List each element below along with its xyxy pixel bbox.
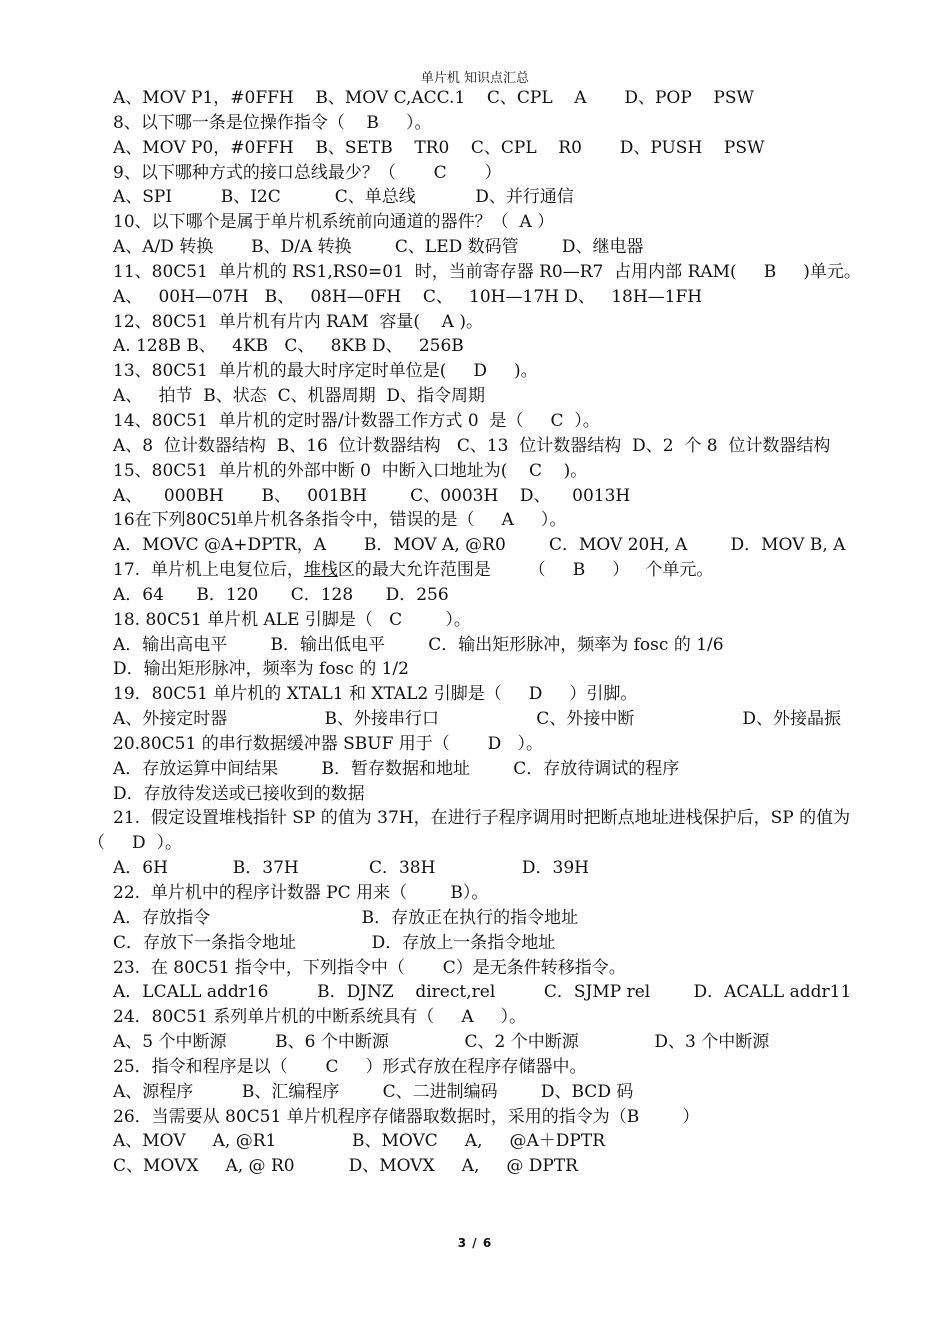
text-line: A、MOV P0，#0FFH B、SETB TR0 C、CPL R0 D、PUSH PSW — [113, 137, 765, 158]
text-line: D．存放待发送或已接收到的数据 — [113, 783, 365, 804]
text-line: A．LCALL addr16 B．DJNZ direct,rel C．SJMP rel D．ACALL addr11 — [113, 982, 852, 1003]
text-line: 26．当需要从 80C51 单片机程序存储器取数据时，采用的指令为（B ） — [113, 1106, 700, 1127]
text-line: 16在下列80C5l单片机各条指令中，错误的是（ A ）。 — [113, 510, 567, 531]
text-line: C、MOVX A, @ R0 D、MOVX A, @ DPTR — [113, 1156, 578, 1177]
text-line: A．存放运算中间结果 B．暂存数据和地址 C．存放待调试的程序 — [113, 758, 680, 779]
underlined-text: 堆栈 — [303, 560, 338, 581]
text-line: 21. 假定设置堆栈指针 SP 的值为 37H，在进行子程序调用时把断点地址进栈保护后，SP 的值为 — [113, 808, 851, 829]
text-line: A、 00H—07H B、 08H—0FH C、 10H—17H D、 18H—1FH — [113, 286, 703, 307]
text-line: 18. 80C51 单片机 ALE 引脚是（ C ）。 — [113, 609, 471, 630]
text-line: A、MOV P1，#0FFH B、MOV C,ACC.1 C、CPL A D、POP PSW — [113, 88, 754, 108]
text-line: A．存放指令 B．存放正在执行的指令地址 — [113, 907, 579, 928]
text-line: A．64 B．120 C．128 D．256 — [113, 584, 449, 605]
text-line: 10、以下哪个是属于单片机系统前向通道的器件？（ A ） — [113, 212, 555, 233]
text-line: A．MOVC @A+DPTR，A B．MOV A, @R0 C．MOV 20H, A D．MOV B, A — [113, 535, 846, 556]
text-line: 24．80C51 系列单片机的中断系统具有（ A ）。 — [113, 1007, 527, 1028]
text-line: A、8 位计数器结构 B、16 位计数器结构 C、13 位计数器结构 D、2 个 8 位计数器结构 — [113, 435, 831, 456]
text-line: A、A/D 转换 B、D/A 转换 C、LED 数码管 D、继电器 — [113, 237, 644, 258]
text-line: 15、80C51 单片机的外部中断 0 中断入口地址为( C )。 — [113, 460, 588, 481]
text-line: A. 128B B、 4KB C、 8KB D、 256B — [113, 336, 464, 357]
text-line: 22. 单片机中的程序计数器 PC 用来（ B）。 — [113, 883, 489, 903]
text-line: A、MOV A, @R1 B、MOVC A, @A＋DPTR — [113, 1131, 605, 1152]
text-segment: 区的最大允许范围是 （ B ） 个单元。 — [337, 560, 714, 581]
text-line: A．输出高电平 B．输出低电平 C．输出矩形脉冲，频率为 fosc 的 1/6 — [113, 634, 724, 655]
text-line: A、 000BH B、 001BH C、0003H D、 0013H — [113, 485, 631, 506]
text-line: 12、80C51 单片机有片内 RAM 容量( A )。 — [113, 311, 483, 332]
text-line — [88, 558, 918, 583]
text-line: A．6H B．37H C．38H D．39H — [113, 858, 589, 879]
text-line: 13、80C51 单片机的最大时序定时单位是( D )。 — [113, 361, 538, 382]
text-line: 23. 在 80C51 指令中，下列指令中（ C）是无条件转移指令。 — [113, 957, 626, 978]
text-line: 8、以下哪一条是位操作指令（ B ）。 — [113, 112, 432, 133]
page-header-title: 单片机 知识点汇总 — [420, 71, 530, 86]
text-line: 19．80C51 单片机的 XTAL1 和 XTAL2 引脚是（ D ）引脚。 — [113, 684, 638, 705]
text-line: 20.80C51 的串行数据缓冲器 SBUF 用于（ D ）。 — [113, 733, 543, 754]
text-line: A、SPI B、I2C C、单总线 D、并行通信 — [113, 187, 574, 208]
text-line: 25．指令和程序是以（ C ）形式存放在程序存储器中。 — [113, 1056, 587, 1077]
text-line: 11、80C51 单片机的 RS1,RS0=01 时，当前寄存器 R0—R7 占用内部 RAM( B )单元。 — [113, 261, 861, 282]
text-segment: 17. 单片机上电复位后， — [113, 560, 304, 581]
page-number: 3 / 6 — [457, 1236, 493, 1250]
text-line: A、源程序 B、汇编程序 C、二进制编码 D、BCD 码 — [113, 1081, 634, 1102]
text-line: 9、以下哪种方式的接口总线最少？（ C ） — [113, 162, 502, 183]
text-line: A、外接定时器 B、外接串行口 C、外接中断 D、外接晶振 — [113, 709, 842, 730]
text-line: A、5 个中断源 B、6 个中断源 C、2 个中断源 D、3 个中断源 — [113, 1032, 770, 1053]
text-line: C．存放下一条指令地址 D．存放上一条指令地址 — [113, 932, 556, 953]
text-line: （ D ）。 — [88, 833, 182, 854]
text-line: A、 拍节 B、状态 C、机器周期 D、指令周期 — [113, 386, 486, 407]
document-body — [88, 86, 918, 1179]
text-line: 14、80C51 单片机的定时器/计数器工作方式 0 是（ C ）。 — [113, 410, 600, 431]
text-line: D．输出矩形脉冲，频率为 fosc 的 1/2 — [113, 659, 409, 680]
